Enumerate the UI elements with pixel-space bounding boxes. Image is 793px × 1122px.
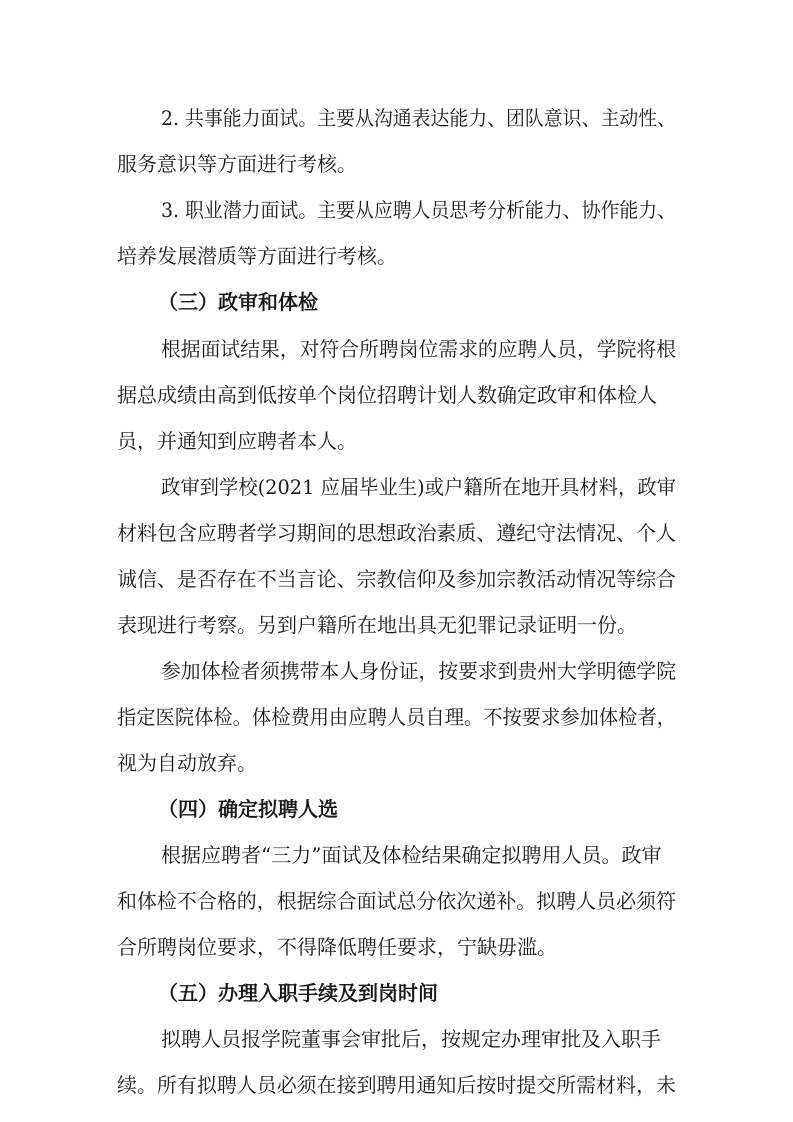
paragraph-line: 根据应聘者“三力”面试及体检结果确定拟聘用人员。政审: [161, 843, 662, 867]
paragraph-line: 诚信、是否存在不当言论、宗教信仰及参加宗教活动情况等综合: [117, 567, 676, 591]
paragraph-line: 视为自动放弃。: [117, 751, 257, 775]
section-heading: （四）确定拟聘人选: [158, 797, 338, 821]
paragraph-line: 服务意识等方面进行考核。: [117, 152, 357, 176]
paragraph-line: 据总成绩由高到低按单个岗位招聘计划人数确定政审和体检人: [117, 383, 657, 407]
paragraph-line: 员，并通知到应聘者本人。: [117, 429, 357, 453]
paragraph-line: 和体检不合格的，根据综合面试总分依次递补。拟聘人员必须符: [117, 889, 676, 913]
paragraph-line: 3. 职业潜力面试。主要从应聘人员思考分析能力、协作能力、: [161, 198, 676, 222]
paragraph-line: 2. 共事能力面试。主要从沟通表达能力、团队意识、主动性、: [161, 106, 676, 130]
paragraph-line: 拟聘人员报学院董事会审批后，按规定办理审批及入职手: [161, 1027, 661, 1051]
section-heading: （五）办理入职手续及到岗时间: [158, 981, 438, 1005]
section-heading: （三）政审和体检: [158, 290, 318, 314]
paragraph-line: 政审到学校(2021 应届毕业生)或户籍所在地开具材料，政审: [161, 475, 676, 499]
paragraph-line: 培养发展潜质等方面进行考核。: [117, 244, 397, 268]
paragraph-line: 指定医院体检。体检费用由应聘人员自理。不按要求参加体检者，: [117, 705, 676, 729]
paragraph-line: 材料包含应聘者学习期间的思想政治素质、遵纪守法情况、个人: [117, 521, 676, 545]
paragraph-line: 合所聘岗位要求，不得降低聘任要求，宁缺毋滥。: [117, 935, 557, 959]
paragraph-line: 根据面试结果，对符合所聘岗位需求的应聘人员，学院将根: [161, 337, 676, 361]
paragraph-line: 表现进行考察。另到户籍所在地出具无犯罪记录证明一份。: [117, 613, 637, 637]
paragraph-line: 续。所有拟聘人员必须在接到聘用通知后按时提交所需材料，未: [117, 1073, 676, 1097]
paragraph-line: 参加体检者须携带本人身份证，按要求到贵州大学明德学院: [161, 659, 676, 683]
